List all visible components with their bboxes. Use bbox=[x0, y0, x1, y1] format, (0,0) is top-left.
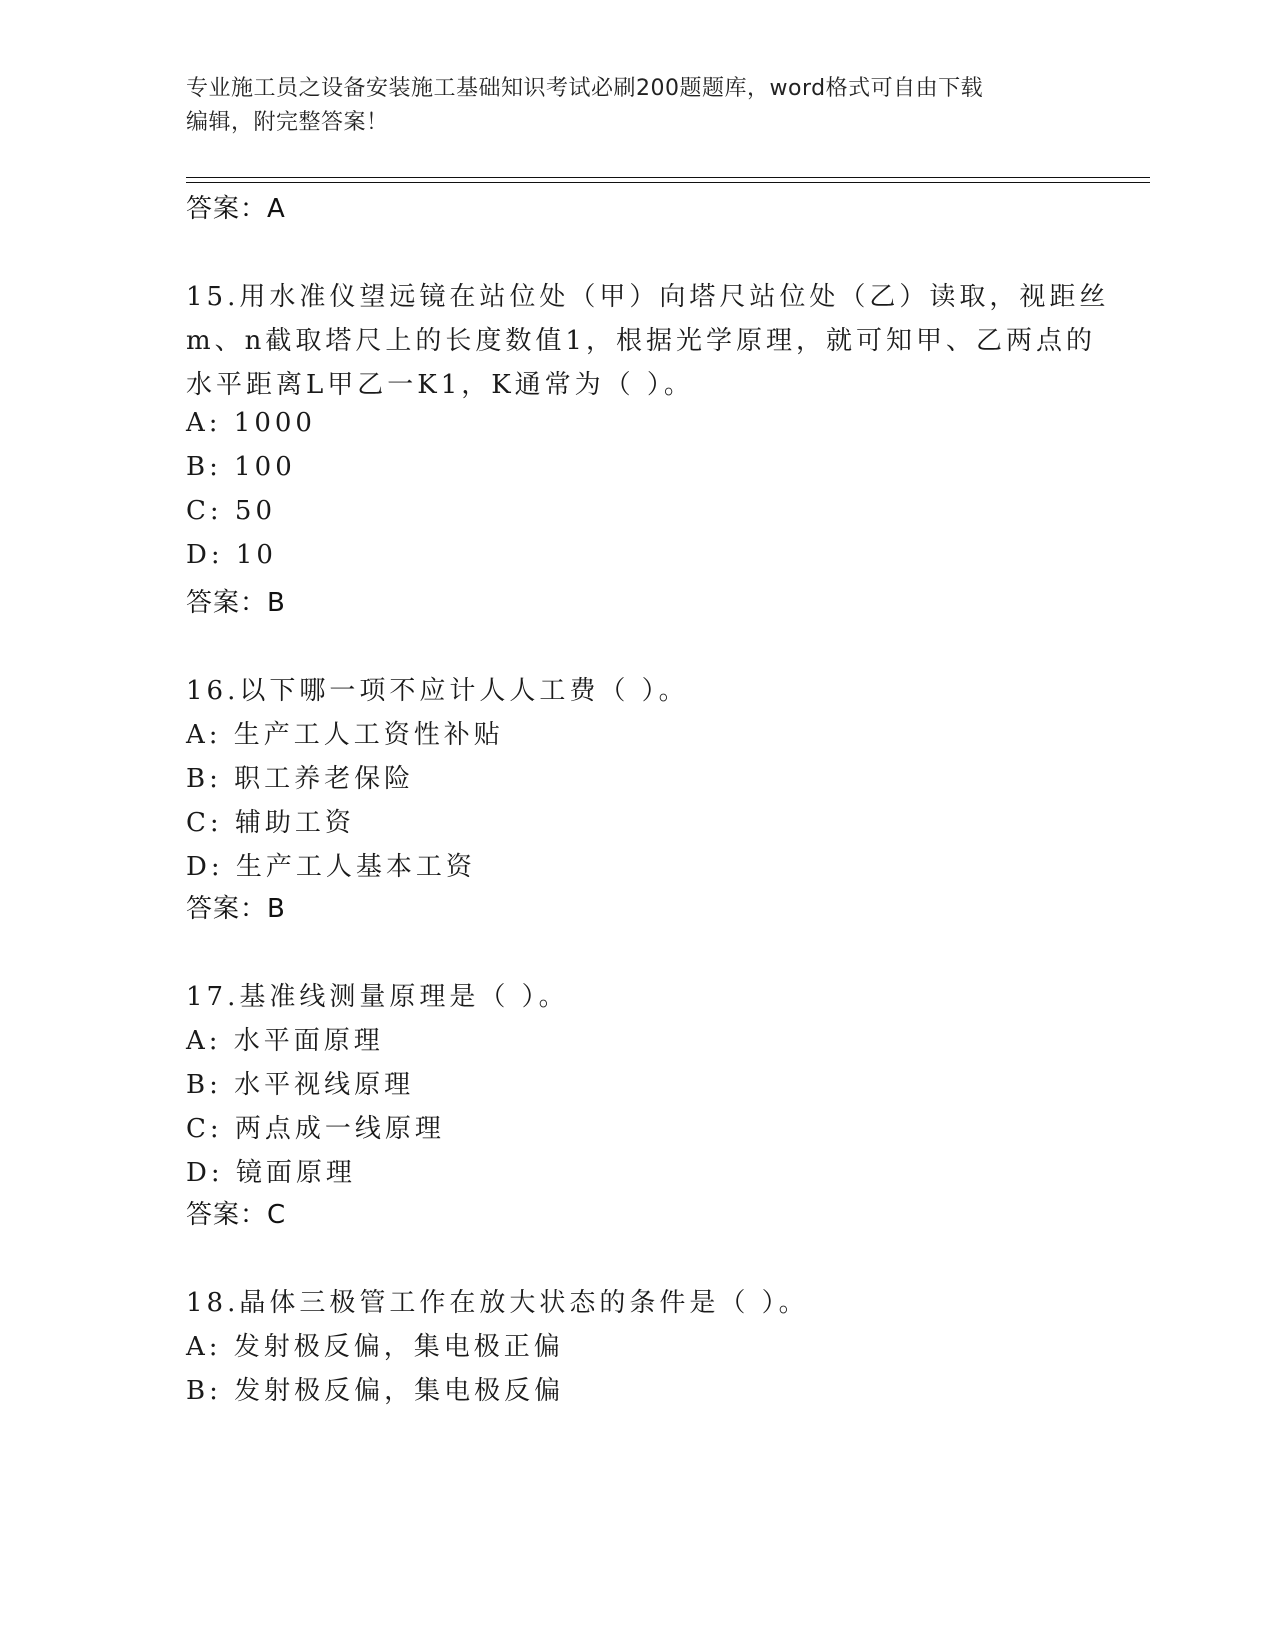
q15-stem-line-1: 15.用水准仪望远镜在站位处（甲）向塔尺站位处（乙）读取，视距丝 bbox=[186, 282, 1110, 312]
answer-q17: 答案：C bbox=[186, 1200, 287, 1230]
q17-option-b: B: 水平视线原理 bbox=[186, 1070, 415, 1100]
q15-stem-line-2: m、n截取塔尺上的长度数值1，根据光学原理，就可知甲、乙两点的 bbox=[186, 326, 1096, 356]
q16-option-d: D: 生产工人基本工资 bbox=[186, 852, 476, 882]
q18-option-b: B: 发射极反偏，集电极反偏 bbox=[186, 1376, 565, 1406]
header-title-line-2: 编辑，附完整答案！ bbox=[186, 110, 389, 135]
answer-q16: 答案：B bbox=[186, 894, 286, 924]
q16-option-c: C: 辅助工资 bbox=[186, 808, 355, 838]
header-divider-top bbox=[186, 177, 1150, 178]
header-title-line-1: 专业施工员之设备安装施工基础知识考试必刷200题题库，word格式可自由下载 bbox=[186, 76, 984, 101]
q15-option-c: C: 50 bbox=[186, 496, 277, 526]
q16-option-a: A: 生产工人工资性补贴 bbox=[186, 720, 504, 750]
header-divider-bottom bbox=[186, 182, 1150, 183]
q16-stem: 16.以下哪一项不应计人人工费（ ）。 bbox=[186, 676, 689, 706]
q17-stem: 17.基准线测量原理是（ ）。 bbox=[186, 982, 569, 1012]
q15-option-a: A: 1000 bbox=[186, 408, 316, 438]
q15-stem-line-3: 水平距离L甲乙一K1，K通常为（ ）。 bbox=[186, 370, 694, 400]
q15-option-d: D: 10 bbox=[186, 540, 277, 570]
q17-option-d: D: 镜面原理 bbox=[186, 1158, 356, 1188]
q18-option-a: A: 发射极反偏，集电极正偏 bbox=[186, 1332, 564, 1362]
document-header bbox=[186, 72, 1066, 140]
q17-option-a: A: 水平面原理 bbox=[186, 1026, 384, 1056]
answer-q15: 答案：B bbox=[186, 588, 286, 618]
q15-option-b: B: 100 bbox=[186, 452, 296, 482]
q17-option-c: C: 两点成一线原理 bbox=[186, 1114, 445, 1144]
answer-q14: 答案：A bbox=[186, 194, 286, 224]
q18-stem: 18.晶体三极管工作在放大状态的条件是（ ）。 bbox=[186, 1288, 809, 1318]
q16-option-b: B: 职工养老保险 bbox=[186, 764, 415, 794]
